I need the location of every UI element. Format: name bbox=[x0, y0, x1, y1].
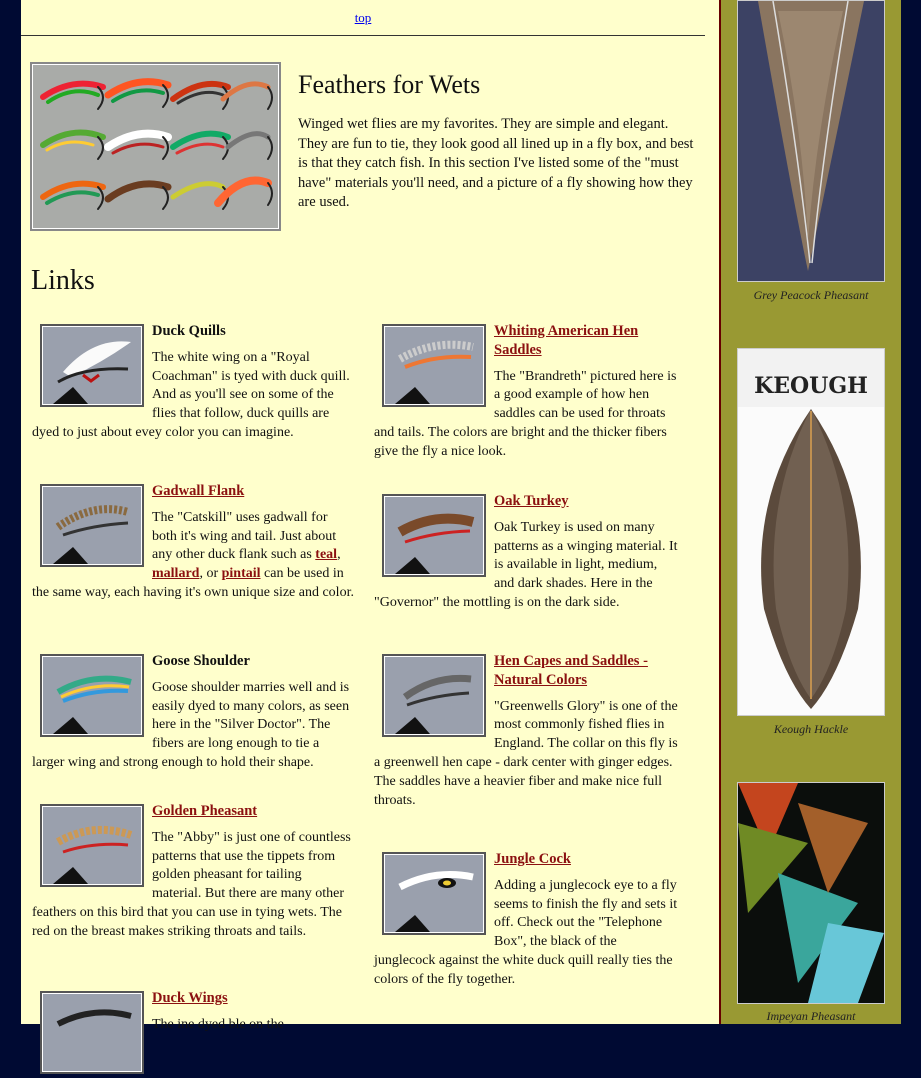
separator-text: , bbox=[337, 547, 341, 563]
entry-text: Oak Turkey is used on many patterns as a winging material. It is available in light, medium, and dark shades. Here in the "Governor" the mottling is on the dark side. bbox=[374, 519, 678, 610]
main-content bbox=[21, 0, 719, 1032]
entry-whiting-hen-saddles bbox=[374, 322, 679, 462]
divider bbox=[21, 35, 705, 36]
entry-text: The white wing on a "Royal Coachman" is tyed with duck quill. And as you'll see on some of the flies that follow, duck quills are dyed to just about evey color you can imagine. bbox=[32, 349, 350, 440]
entry-text: "Greenwells Glory" is one of the most commonly fished flies in England. The collar on this fly is a greenwell hen cape - dark center with ginger edges. The saddles have a heavier fiber and make nice full throats. bbox=[374, 698, 678, 808]
entry-text: Goose shoulder marries well and is easily dyed to many colors, as seen here in the "Silver Doctor". The fibers are long enough to tie a larger wing and strong enough to hold their shape. bbox=[32, 679, 350, 770]
keough-hackle-image bbox=[737, 348, 885, 716]
entry-text: The "Catskill" uses gadwall for both it's wing and tail. Just about any other duck flank such as bbox=[152, 509, 337, 563]
entry-jungle-cock bbox=[374, 850, 679, 990]
entry-duck-quills bbox=[32, 322, 354, 443]
fly-thumbnail-duck-wings bbox=[40, 991, 144, 1074]
impeyan-pheasant-image bbox=[737, 782, 885, 1004]
caption-grey-peacock-pheasant: Grey Peacock Pheasant bbox=[753, 288, 869, 302]
entry-goose-shoulder bbox=[32, 652, 354, 773]
top-link[interactable]: top bbox=[354, 10, 372, 25]
fly-thumbnail-greenwells-glory bbox=[382, 654, 486, 737]
separator-text: , or bbox=[199, 566, 222, 582]
oak-turkey-link[interactable]: Oak Turkey bbox=[494, 493, 569, 509]
whiting-hen-saddles-link[interactable]: Whiting American Hen Saddles bbox=[494, 323, 639, 358]
caption-keough-hackle: Keough Hackle bbox=[773, 722, 849, 736]
duck-wings-link[interactable]: Duck Wings bbox=[152, 990, 228, 1006]
fly-thumbnail-silver-doctor bbox=[40, 654, 144, 737]
gadwall-flank-link[interactable]: Gadwall Flank bbox=[152, 483, 245, 499]
pintail-link[interactable]: pintail bbox=[221, 566, 261, 582]
hero-flies-image bbox=[30, 62, 281, 231]
hen-capes-link[interactable]: Hen Capes and Saddles - Natural Colors bbox=[494, 653, 648, 688]
fly-thumbnail-brandreth bbox=[382, 324, 486, 407]
teal-link[interactable]: teal bbox=[315, 547, 338, 563]
jungle-cock-link[interactable]: Jungle Cock bbox=[494, 851, 571, 867]
entry-text: The "Brandreth" pictured here is a good example of how hen saddles can be used for throats and tails. The colors are bright and the thicker fibers give the fly a nice look. bbox=[374, 368, 677, 459]
entry-title: Goose Shoulder bbox=[152, 653, 250, 669]
fly-thumbnail-abby bbox=[40, 804, 144, 887]
fly-thumbnail-governor bbox=[382, 494, 486, 577]
fly-thumbnail-royal-coachman bbox=[40, 324, 144, 407]
entry-text-continued: can be used in the same way, each having it's own unique size and color. bbox=[32, 566, 354, 600]
entry-text: Adding a junglecock eye to a fly seems to finish the fly and sets it off. Check out the "Telephone Box", the black of the junglecock against the white duck quill really ties the colors of the fly together. bbox=[374, 877, 678, 987]
links-heading: Links bbox=[31, 265, 95, 296]
entry-duck-wings bbox=[32, 989, 354, 1078]
entry-golden-pheasant bbox=[32, 802, 354, 942]
grey-peacock-pheasant-image bbox=[737, 0, 885, 282]
fly-thumbnail-telephone-box bbox=[382, 852, 486, 935]
golden-pheasant-link[interactable]: Golden Pheasant bbox=[152, 803, 258, 819]
entry-text: The ine dyed ble on the bbox=[152, 1016, 284, 1032]
mallard-link[interactable]: mallard bbox=[152, 566, 200, 582]
entry-title: Duck Quills bbox=[152, 323, 226, 339]
fly-thumbnail-catskill bbox=[40, 484, 144, 567]
page-title: Feathers for Wets bbox=[298, 70, 481, 99]
entry-text: The "Abby" is just one of countless patterns that use the tippets from golden pheasant for tailing material. But there are many other feathers on this bird that you can use in tying wets. The red on the breast makes striking throats and tails. bbox=[32, 829, 351, 939]
caption-impeyan-pheasant: Impeyan Pheasant bbox=[766, 1009, 856, 1023]
intro-paragraph: Winged wet flies are my favorites. They are simple and elegant. They are fun to tie, they look good all lined up in a fly box, and best is that they catch fish. In this section I've listed some of the "must have" materials you'll need, and a picture of a fly showing how they are used. bbox=[298, 116, 694, 210]
sidebar bbox=[719, 0, 901, 1024]
keough-label: KEOUGH bbox=[754, 373, 868, 399]
entry-gadwall-flank bbox=[32, 482, 354, 603]
entry-oak-turkey bbox=[374, 492, 679, 613]
entry-hen-capes bbox=[374, 652, 679, 810]
